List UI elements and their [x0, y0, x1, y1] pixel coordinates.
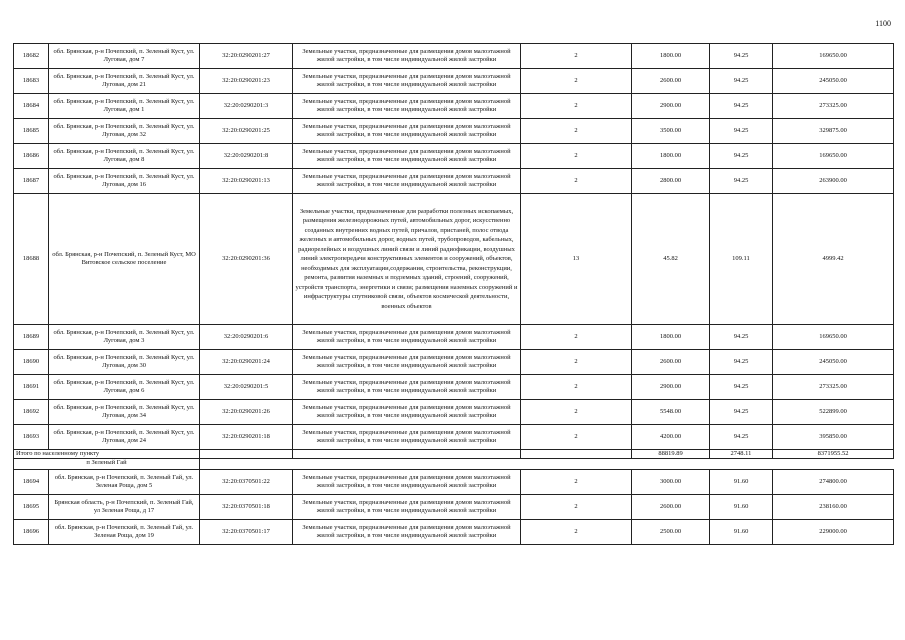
total-label: Итого по населенному пункту: [14, 450, 200, 459]
row-cadastral-number: 32:20:0290201:18: [200, 425, 293, 450]
row-land-use: Земельные участки, предназначенные для размещения домов малоэтажной жилой застройки, в том числе индивидуальной жилой застройки: [293, 325, 521, 350]
row-land-use: Земельные участки, предназначенные для размещения домов малоэтажной жилой застройки, в том числе индивидуальной жилой застройки: [293, 375, 521, 400]
row-address: обл. Брянская, р-н Почепский, п. Зеленый Куст, ул. Луговая, дом 6: [49, 375, 200, 400]
row-cadastral-number: 32:20:0290201:24: [200, 350, 293, 375]
row-address: обл. Брянская, р-н Почепский, п. Зеленый Куст, ул. Луговая, дом 16: [49, 169, 200, 194]
row-rate: 94.25: [710, 119, 773, 144]
row-land-use: Земельные участки, предназначенные для размещения домов малоэтажной жилой застройки, в том числе индивидуальной жилой застройки: [293, 144, 521, 169]
row-area: 1800.00: [632, 325, 710, 350]
table-row: [14, 325, 894, 350]
row-area: 2900.00: [632, 94, 710, 119]
row-number: 18683: [14, 69, 49, 94]
row-number: 18684: [14, 94, 49, 119]
row-number: 18692: [14, 400, 49, 425]
row-cadastral-number: 32:20:0290201:13: [200, 169, 293, 194]
row-value: 169650.00: [773, 144, 894, 169]
row-address: обл. Брянская, р-н Почепский, п. Зеленый Куст, ул. Луговая, дом 1: [49, 94, 200, 119]
row-rate: 94.25: [710, 144, 773, 169]
table-row: [14, 69, 894, 94]
row-area: 2600.00: [632, 350, 710, 375]
row-area: 2500.00: [632, 520, 710, 545]
row-cadastral-number: 32:20:0290201:26: [200, 400, 293, 425]
row-rate: 94.25: [710, 69, 773, 94]
row-area: 2600.00: [632, 69, 710, 94]
row-value: 395850.00: [773, 425, 894, 450]
table-row: [14, 470, 894, 495]
row-value: 169650.00: [773, 325, 894, 350]
row-number: 18685: [14, 119, 49, 144]
row-land-use: Земельные участки, предназначенные для разработки полезных ископаемых, размещения железнодорожных путей, автомобильных дорог, искусственно созданных внутренних водных путей, причалов, пристаней, полос отвода железных и автомобильных дорог, водных путей, трубопроводов, кабельных, радиорелейных и воздушных линий связи и линий радиофикации, воздушных линий электропередачи конструктивных элементов и сооружений, объектов, необходимых для эксплуатации,содержания, строительства, реконструкции, ремонта, развития наземных и подземных зданий, строений, сооружений, устройств транспорта, энергетики и связи; размещения наземных сооружений и инфраструктуры спутниковой связи, объектов космической деятельности, военных объектов: [293, 194, 521, 325]
row-cadastral-number: 32:20:0370501:18: [200, 495, 293, 520]
row-group: 2: [521, 119, 632, 144]
row-cadastral-number: 32:20:0290201:5: [200, 375, 293, 400]
row-land-use: Земельные участки, предназначенные для размещения домов малоэтажной жилой застройки, в том числе индивидуальной жилой застройки: [293, 169, 521, 194]
page-number: 1100: [875, 19, 891, 28]
table-row: [14, 375, 894, 400]
row-area: 5548.00: [632, 400, 710, 425]
row-group: 2: [521, 44, 632, 69]
row-cadastral-number: 32:20:0290201:8: [200, 144, 293, 169]
row-value: 274800.00: [773, 470, 894, 495]
row-cadastral-number: 32:20:0290201:23: [200, 69, 293, 94]
row-number: 18686: [14, 144, 49, 169]
row-address: обл. Брянская, р-н Почепский, п. Зеленый Куст, ул. Луговая, дом 30: [49, 350, 200, 375]
row-area: 1800.00: [632, 144, 710, 169]
row-area: 3000.00: [632, 470, 710, 495]
row-value: 245050.00: [773, 350, 894, 375]
row-number: 18688: [14, 194, 49, 325]
row-address: обл. Брянская, р-н Почепский, п. Зеленый Куст, ул. Луговая, дом 3: [49, 325, 200, 350]
section-label: п Зеленый Гай: [14, 459, 200, 470]
row-address: обл. Брянская, р-н Почепский, п. Зеленый Куст, ул. Луговая, дом 34: [49, 400, 200, 425]
row-number: 18696: [14, 520, 49, 545]
row-land-use: Земельные участки, предназначенные для размещения домов малоэтажной жилой застройки, в том числе индивидуальной жилой застройки: [293, 470, 521, 495]
rows-group-a: [14, 44, 894, 194]
row-address: обл. Брянская, р-н Почепский, п. Зеленый Куст, ул. Луговая, дом 8: [49, 144, 200, 169]
row-cadastral-number: 32:20:0290201:25: [200, 119, 293, 144]
row-value: 238160.00: [773, 495, 894, 520]
row-group: 2: [521, 325, 632, 350]
table-row: [14, 144, 894, 169]
row-land-use: Земельные участки, предназначенные для размещения домов малоэтажной жилой застройки, в том числе индивидуальной жилой застройки: [293, 350, 521, 375]
row-number: 18695: [14, 495, 49, 520]
rows-group-b: [14, 325, 894, 450]
row-rate: 94.25: [710, 94, 773, 119]
row-land-use: Земельные участки, предназначенные для размещения домов малоэтажной жилой застройки, в том числе индивидуальной жилой застройки: [293, 520, 521, 545]
row-number: 18691: [14, 375, 49, 400]
row-rate: 94.25: [710, 375, 773, 400]
row-area: 2900.00: [632, 375, 710, 400]
row-value: 4999.42: [773, 194, 894, 325]
rows-group-c: [14, 470, 894, 545]
row-value: 229000.00: [773, 520, 894, 545]
table-row: [14, 94, 894, 119]
row-cadastral-number: 32:20:0290201:27: [200, 44, 293, 69]
row-group: 2: [521, 400, 632, 425]
row-area: 2600.00: [632, 495, 710, 520]
row-address: обл. Брянская, р-н Почепский, п. Зеленый Куст, ул. Луговая, дом 24: [49, 425, 200, 450]
row-land-use: Земельные участки, предназначенные для размещения домов малоэтажной жилой застройки, в том числе индивидуальной жилой застройки: [293, 69, 521, 94]
row-value: 169650.00: [773, 44, 894, 69]
row-group: 2: [521, 470, 632, 495]
table-row: [14, 520, 894, 545]
row-land-use: Земельные участки, предназначенные для размещения домов малоэтажной жилой застройки, в том числе индивидуальной жилой застройки: [293, 425, 521, 450]
row-land-use: Земельные участки, предназначенные для размещения домов малоэтажной жилой застройки, в том числе индивидуальной жилой застройки: [293, 94, 521, 119]
row-address: обл. Брянская, р-н Почепский, п. Зеленый Гай, ул. Зеленая Роща, дом 19: [49, 520, 200, 545]
row-area: 1800.00: [632, 44, 710, 69]
row-cadastral-number: 32:20:0370501:17: [200, 520, 293, 545]
row-number: 18694: [14, 470, 49, 495]
row-address: обл. Брянская, р-н Почепский, п. Зеленый Куст, ул. Луговая, дом 7: [49, 44, 200, 69]
totals-group: [14, 450, 894, 470]
table-row: [14, 350, 894, 375]
row-value: 263900.00: [773, 169, 894, 194]
table-row: [14, 495, 894, 520]
row-cadastral-number: 32:20:0290201:6: [200, 325, 293, 350]
table-row: [14, 425, 894, 450]
row-land-use: Земельные участки, предназначенные для размещения домов малоэтажной жилой застройки, в том числе индивидуальной жилой застройки: [293, 495, 521, 520]
total-value: 8371955.52: [773, 450, 894, 459]
row-address: Брянская область, р-н Почепский, п. Зеленый Гай, ул Зеленая Роща, д 17: [49, 495, 200, 520]
row-rate: 94.25: [710, 169, 773, 194]
cadastral-value-table: [13, 43, 894, 545]
row-area: 2800.00: [632, 169, 710, 194]
row-group: 2: [521, 350, 632, 375]
row-cadastral-number: 32:20:0370501:22: [200, 470, 293, 495]
row-address: обл. Брянская, р-н Почепский, п. Зеленый Гай, ул. Зеленая Роща, дом 5: [49, 470, 200, 495]
row-value: 329875.00: [773, 119, 894, 144]
row-number: 18682: [14, 44, 49, 69]
row-area: 45.82: [632, 194, 710, 325]
row-rate: 91.60: [710, 495, 773, 520]
row-rate: 94.25: [710, 425, 773, 450]
row-value: 245050.00: [773, 69, 894, 94]
row-group: 2: [521, 375, 632, 400]
row-value: 273325.00: [773, 94, 894, 119]
row-address: обл. Брянская, р-н Почепский, п. Зеленый Куст, ул. Луговая, дом 32: [49, 119, 200, 144]
row-value: 273325.00: [773, 375, 894, 400]
row-land-use: Земельные участки, предназначенные для размещения домов малоэтажной жилой застройки, в том числе индивидуальной жилой застройки: [293, 400, 521, 425]
row-address: обл. Брянская, р-н Почепский, п. Зеленый Куст, ул. Луговая, дом 21: [49, 69, 200, 94]
row-number: 18693: [14, 425, 49, 450]
row-group: 2: [521, 495, 632, 520]
section-header-row: [14, 459, 894, 470]
row-group: 2: [521, 425, 632, 450]
row-rate: 94.25: [710, 350, 773, 375]
row-group: 2: [521, 94, 632, 119]
row-group: 13: [521, 194, 632, 325]
row-land-use: Земельные участки, предназначенные для размещения домов малоэтажной жилой застройки, в том числе индивидуальной жилой застройки: [293, 119, 521, 144]
table-row: [14, 400, 894, 425]
row-rate: 94.25: [710, 44, 773, 69]
row-area: 3500.00: [632, 119, 710, 144]
row-group-tall: [14, 194, 894, 325]
row-group: 2: [521, 169, 632, 194]
row-rate: 109.11: [710, 194, 773, 325]
row-cadastral-number: 32:20:0290201:3: [200, 94, 293, 119]
row-address: обл. Брянская, р-н Почепский, п. Зеленый Куст, МО Витовское сельское поселение: [49, 194, 200, 325]
row-cadastral-number: 32:20:0290201:36: [200, 194, 293, 325]
row-rate: 91.60: [710, 470, 773, 495]
row-number: 18689: [14, 325, 49, 350]
table-row: [14, 119, 894, 144]
total-rate: 2748.11: [710, 450, 773, 459]
row-group: 2: [521, 144, 632, 169]
row-land-use: Земельные участки, предназначенные для размещения домов малоэтажной жилой застройки, в том числе индивидуальной жилой застройки: [293, 44, 521, 69]
row-number: 18690: [14, 350, 49, 375]
row-group: 2: [521, 520, 632, 545]
row-group: 2: [521, 69, 632, 94]
total-row: [14, 450, 894, 459]
row-number: 18687: [14, 169, 49, 194]
table-row: [14, 169, 894, 194]
row-value: 522899.00: [773, 400, 894, 425]
row-rate: 94.25: [710, 325, 773, 350]
total-area: 88819.89: [632, 450, 710, 459]
table-row: [14, 44, 894, 69]
row-area: 4200.00: [632, 425, 710, 450]
table-row: [14, 194, 894, 325]
row-rate: 94.25: [710, 400, 773, 425]
row-rate: 91.60: [710, 520, 773, 545]
